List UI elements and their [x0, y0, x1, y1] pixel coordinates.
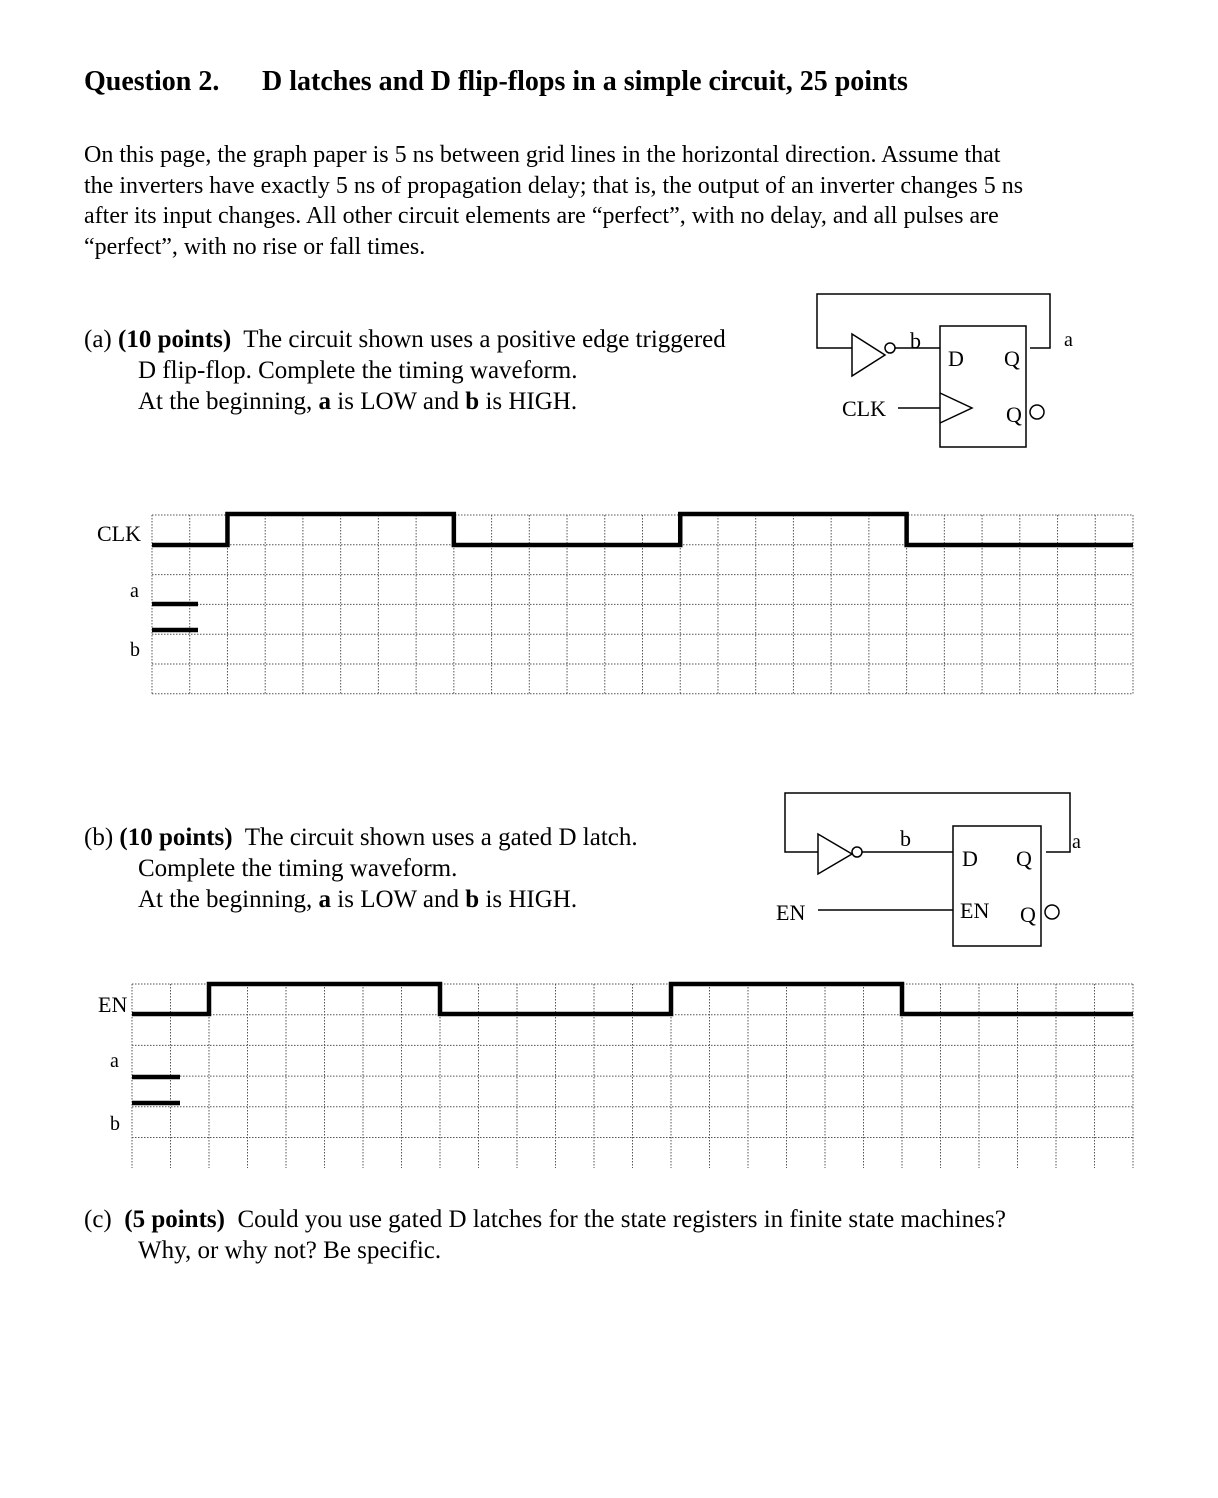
part-b-b: b: [465, 886, 480, 913]
dff-box: [940, 326, 1026, 447]
timing-grid-b: [132, 984, 1133, 1168]
question-heading: D latches and D flip-flops in a simple circuit, 25 points: [262, 66, 908, 97]
circuit-b-b: b: [900, 826, 911, 851]
circuit-a-qbar: Q: [1006, 402, 1022, 427]
part-c-label: (c): [84, 1206, 112, 1233]
intro-line: On this page, the graph paper is 5 ns between grid lines in the horizontal direction. Assume that: [84, 142, 1001, 168]
signal-label-clk: CLK: [97, 521, 141, 546]
question-number: Question 2.: [84, 66, 220, 97]
circuit-a-d: D: [948, 346, 964, 371]
part-b-line2: Complete the timing waveform.: [138, 855, 458, 882]
signal-label-b-b: b: [110, 1113, 120, 1135]
part-a-line3-post: is HIGH.: [479, 388, 578, 415]
part-a-line3-pre: At the beginning,: [138, 388, 319, 415]
intro-line: the inverters have exactly 5 ns of propagation delay; that is, the output of an inverter changes 5 ns: [84, 172, 1024, 199]
circuit-a-q: Q: [1004, 346, 1020, 371]
part-b-a: a: [318, 886, 332, 913]
part-c-text: [84, 1204, 1006, 1266]
part-c-desc: Could you use gated D latches for the state registers in finite state machines?: [237, 1206, 1006, 1233]
circuit-b-en-pin: EN: [960, 898, 990, 923]
circuit-a-b: b: [910, 328, 921, 353]
signal-label-en: EN: [98, 992, 128, 1017]
part-a-desc: The circuit shown uses a positive edge triggered: [243, 326, 726, 353]
clock-triangle: [940, 393, 972, 423]
part-c-line2: Why, or why not? Be specific.: [138, 1237, 442, 1264]
signal-label-a-b: a: [110, 1050, 119, 1072]
signal-label-a: a: [130, 580, 139, 602]
part-c-points: (5 points): [124, 1206, 225, 1233]
part-b-line3-pre: At the beginning,: [138, 886, 319, 913]
circuit-b-a: a: [1072, 831, 1081, 853]
part-b-label: (b): [84, 824, 114, 851]
latch-box: [953, 826, 1041, 946]
part-b-line3-post: is HIGH.: [479, 886, 578, 913]
circuit-b-qbar: Q: [1020, 902, 1036, 927]
part-a-line2: D flip-flop. Complete the timing waveform.: [138, 357, 578, 384]
qbar-bubble-a: [1030, 405, 1044, 419]
qbar-bubble-b: [1045, 905, 1059, 919]
circuit-b-d: D: [962, 846, 978, 871]
part-a-b: b: [465, 388, 480, 415]
part-b-points: (10 points): [119, 824, 233, 851]
part-a-label: (a): [84, 326, 112, 353]
part-b-line3-mid: is LOW and: [331, 886, 466, 913]
signal-label-b: b: [130, 639, 140, 661]
circuit-a-a: a: [1064, 329, 1073, 351]
circuit-b-q: Q: [1016, 846, 1032, 871]
inverter-b: [818, 834, 852, 874]
part-a-line3-mid: is LOW and: [331, 388, 466, 415]
timing-grid-a: [152, 515, 1133, 694]
feedback-wire-b: [785, 793, 1070, 852]
circuit-a-clk: CLK: [842, 396, 886, 421]
inverter-a: [852, 334, 885, 376]
inverter-bubble-a: [885, 343, 895, 353]
intro-line: after its input changes. All other circuit elements are “perfect”, with no delay, and all pulses are: [84, 203, 999, 229]
part-a-a: a: [318, 388, 332, 415]
part-a-points: (10 points): [118, 326, 232, 353]
circuit-b-en-in: EN: [776, 900, 806, 925]
intro-line: “perfect”, with no rise or fall times.: [84, 233, 426, 260]
part-b-text: [84, 822, 638, 915]
part-b-desc: The circuit shown uses a gated D latch.: [244, 824, 638, 851]
inverter-bubble-b: [852, 847, 862, 857]
